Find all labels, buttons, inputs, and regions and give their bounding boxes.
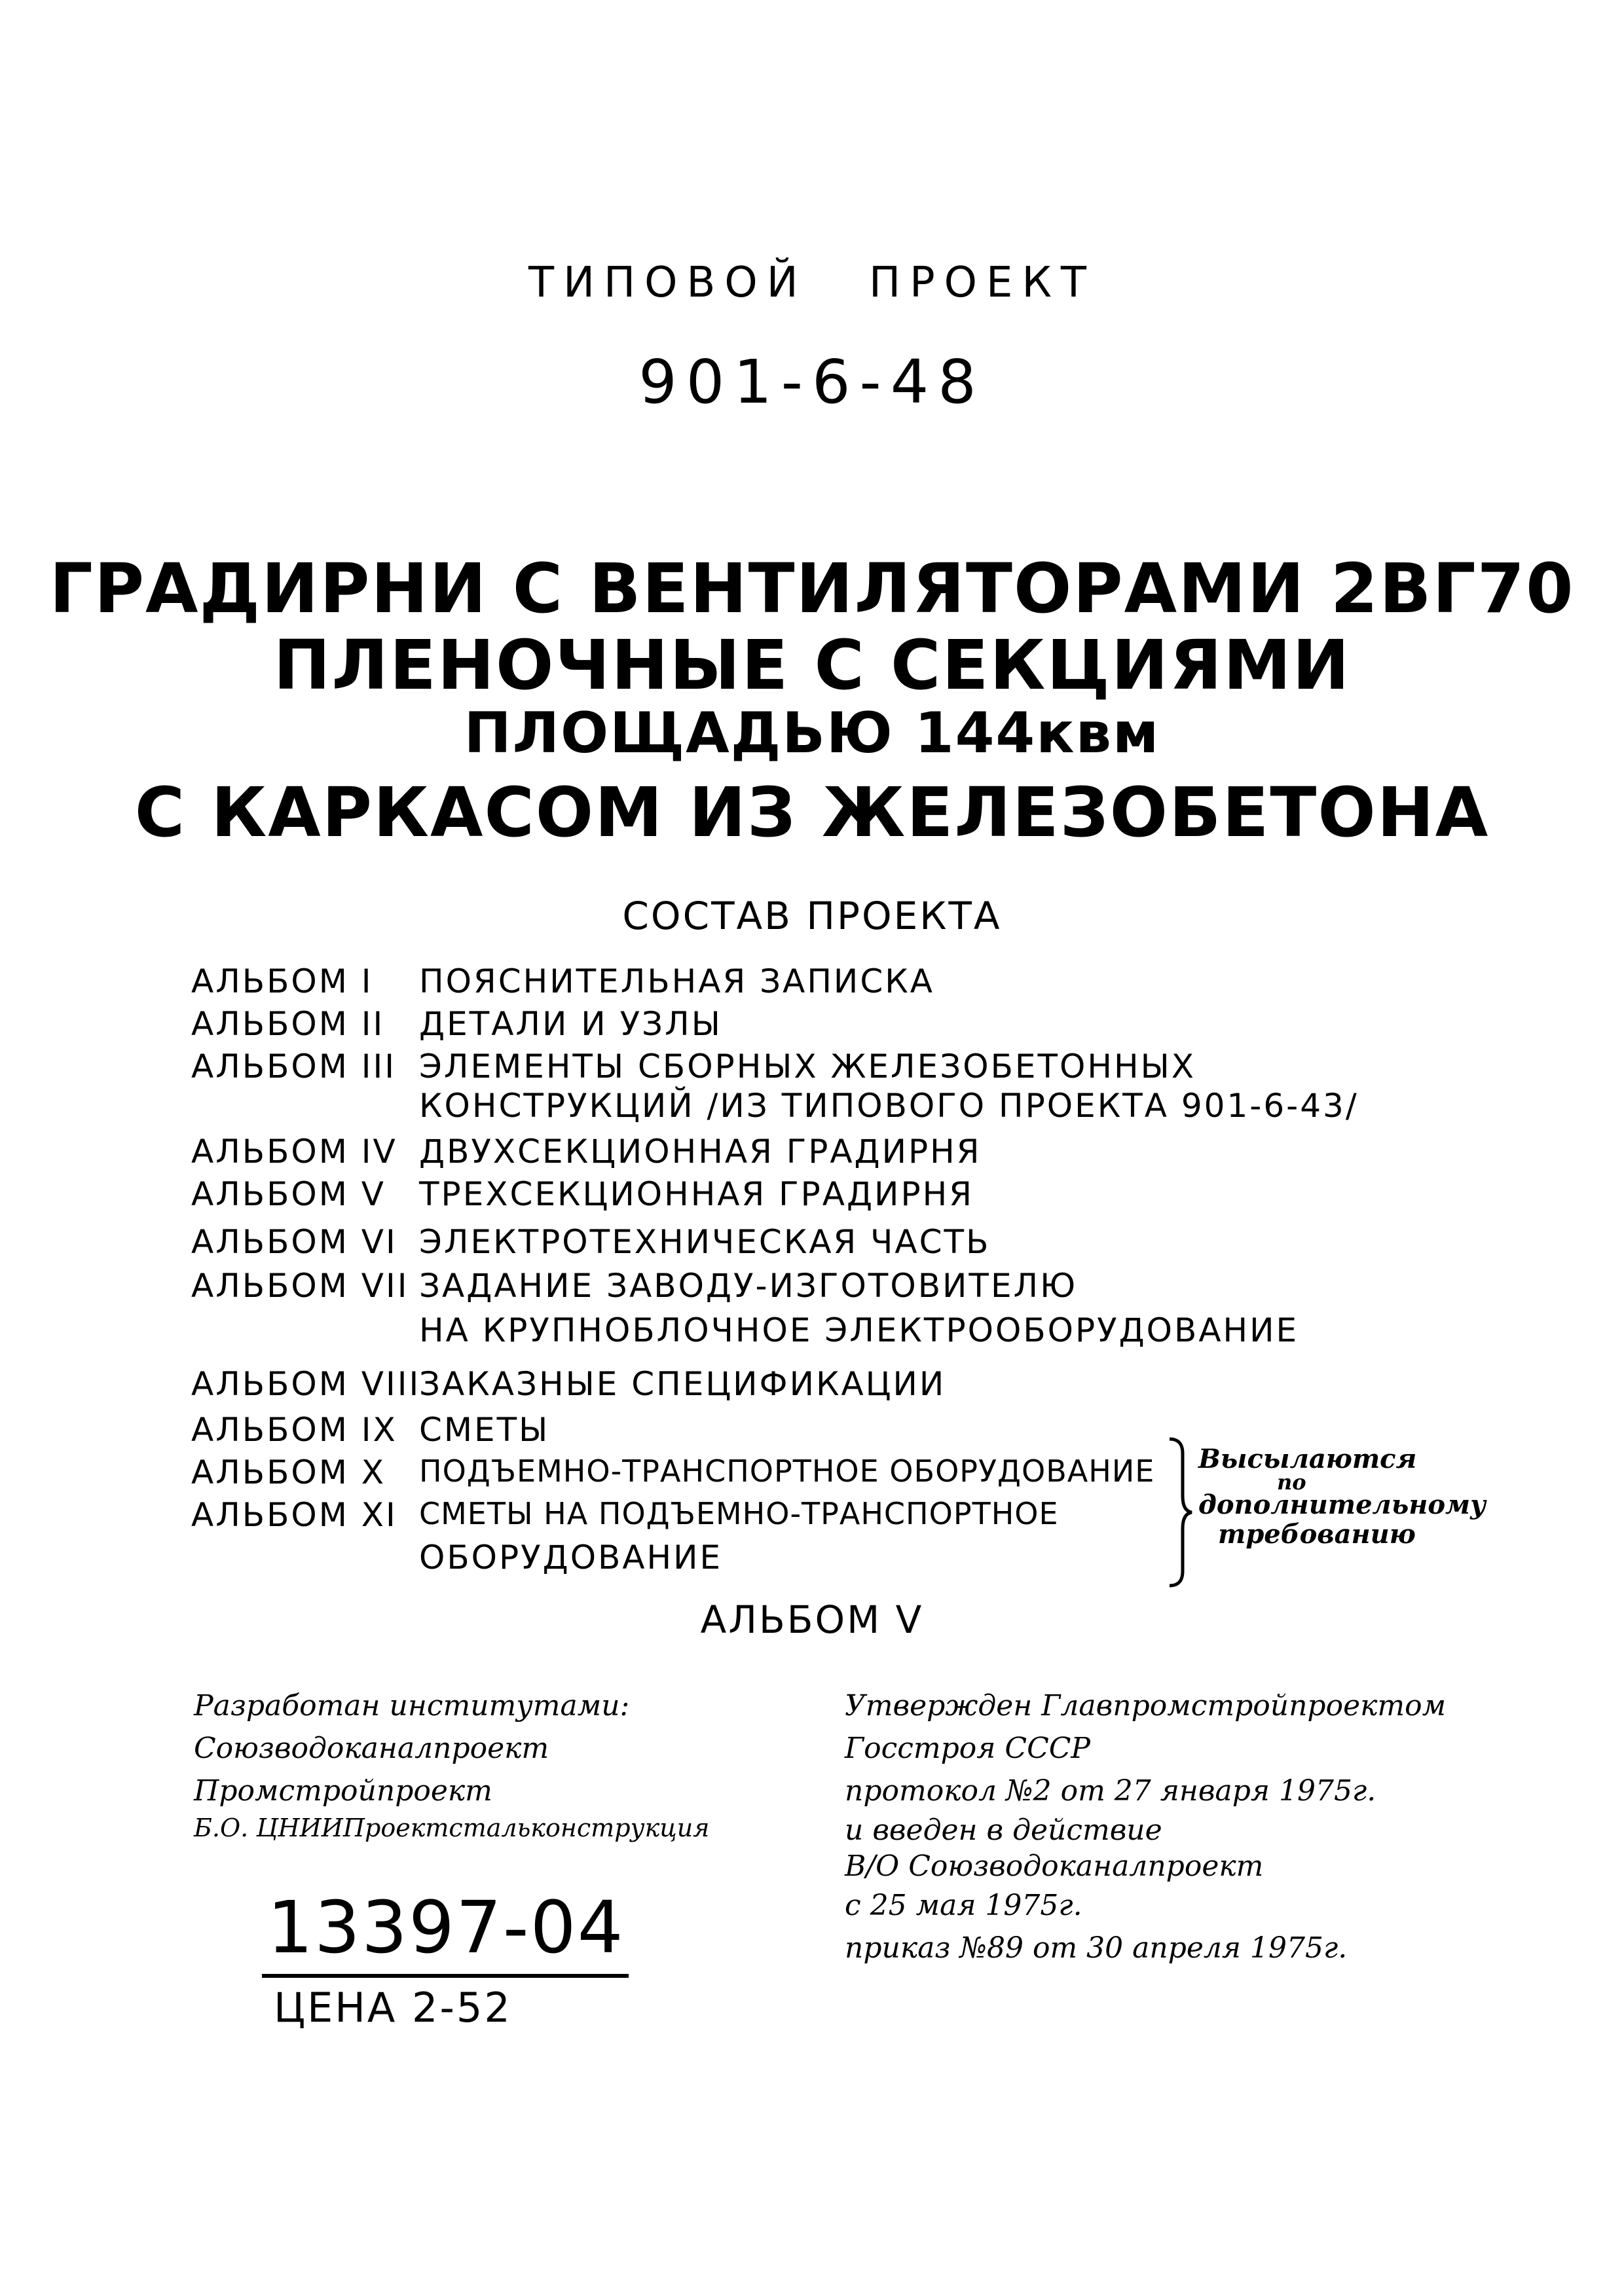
catalog-number: 13397-04 [267, 1886, 625, 1969]
album-title-10: ПОДЪЕМНО-ТРАНСПОРТНОЕ ОБОРУДОВАНИЕ [419, 1453, 1155, 1489]
album-label-7: АЛЬБОМ VII [191, 1267, 409, 1305]
price-label: ЦЕНА 2-52 [274, 1984, 512, 2032]
developed-by-line-2: Союзводоканалпроект [194, 1732, 549, 1765]
approved-by-line-3: протокол №2 от 27 января 1975г. [845, 1774, 1376, 1808]
current-album-label: АЛЬБОМ V [700, 1597, 924, 1642]
approved-by-line-6: с 25 мая 1975г. [845, 1889, 1082, 1922]
album-title-3-line-1: ЭЛЕМЕНТЫ СБОРНЫХ ЖЕЛЕЗОБЕТОННЫХ [419, 1048, 1196, 1085]
album-label-2: АЛЬБОМ II [191, 1005, 385, 1043]
album-title-11-line-1: СМЕТЫ НА ПОДЪЕМНО-ТРАНСПОРТНОЕ [419, 1496, 1059, 1531]
side-note-line-2: по [1277, 1470, 1306, 1495]
album-title-9: СМЕТЫ [419, 1411, 550, 1449]
side-note-line-3: дополнительному [1198, 1489, 1486, 1520]
album-title-7-line-1: ЗАДАНИЕ ЗАВОДУ-ИЗГОТОВИТЕЛЮ [419, 1267, 1078, 1305]
brace-mark [1164, 1434, 1197, 1591]
album-label-3: АЛЬБОМ III [191, 1048, 397, 1085]
contents-heading: СОСТАВ ПРОЕКТА [622, 894, 1002, 938]
album-title-2: ДЕТАЛИ И УЗЛЫ [419, 1005, 722, 1043]
album-label-8: АЛЬБОМ VIII [191, 1365, 421, 1403]
side-note-line-4: требованию [1218, 1519, 1416, 1550]
album-label-4: АЛЬБОМ IV [191, 1133, 397, 1171]
developed-by-line-3: Промстройпроект [194, 1774, 492, 1808]
album-label-6: АЛЬБОМ VI [191, 1223, 397, 1261]
album-label-10: АЛЬБОМ X [191, 1453, 386, 1491]
title-line-4: С КАРКАСОМ ИЗ ЖЕЛЕЗОБЕТОНА [134, 773, 1490, 852]
developed-by-line-1: Разработан институтами: [194, 1689, 630, 1722]
developed-by-line-4: Б.О. ЦНИИПроектстальконструкция [194, 1813, 710, 1842]
approved-by-line-1: Утвержден Главпромстройпроектом [845, 1689, 1447, 1722]
album-title-1: ПОЯСНИТЕЛЬНАЯ ЗАПИСКА [419, 962, 934, 1000]
album-title-8: ЗАКАЗНЫЕ СПЕЦИФИКАЦИИ [419, 1365, 946, 1403]
album-label-11: АЛЬБОМ XI [191, 1496, 397, 1534]
project-number: 901-6-48 [638, 347, 986, 417]
approved-by-line-2: Госстроя СССР [845, 1732, 1091, 1765]
title-line-3: ПЛОЩАДЬЮ 144квм [464, 701, 1160, 766]
album-label-5: АЛЬБОМ V [191, 1175, 386, 1213]
album-title-4: ДВУХСЕКЦИОННАЯ ГРАДИРНЯ [419, 1133, 982, 1171]
album-title-11-line-2: ОБОРУДОВАНИЕ [419, 1539, 723, 1576]
catalog-underline [262, 1974, 629, 1978]
side-note-line-1: Высылаются [1198, 1444, 1417, 1474]
title-line-2: ПЛЕНОЧНЫЕ С СЕКЦИЯМИ [273, 625, 1351, 705]
album-title-3-line-2: КОНСТРУКЦИЙ /ИЗ ТИПОВОГО ПРОЕКТА 901-6-43/ [419, 1087, 1359, 1125]
album-title-7-line-2: НА КРУПНОБЛОЧНОЕ ЭЛЕКТРООБОРУДОВАНИЕ [419, 1311, 1299, 1349]
approved-by-line-5: В/О Союзводоканалпроект [845, 1850, 1264, 1883]
document-type-heading: ТИПОВОЙ ПРОЕКТ [528, 259, 1096, 307]
title-line-1: ГРАДИРНИ С ВЕНТИЛЯТОРАМИ 2ВГ70 [49, 549, 1575, 629]
approved-by-line-7: приказ №89 от 30 апреля 1975г. [845, 1931, 1348, 1965]
album-title-6: ЭЛЕКТРОТЕХНИЧЕСКАЯ ЧАСТЬ [419, 1223, 991, 1261]
album-title-5: ТРЕХСЕКЦИОННАЯ ГРАДИРНЯ [419, 1175, 974, 1213]
approved-by-line-4: и введен в действие [845, 1813, 1162, 1847]
album-label-9: АЛЬБОМ IX [191, 1411, 397, 1449]
album-label-1: АЛЬБОМ I [191, 962, 373, 1000]
